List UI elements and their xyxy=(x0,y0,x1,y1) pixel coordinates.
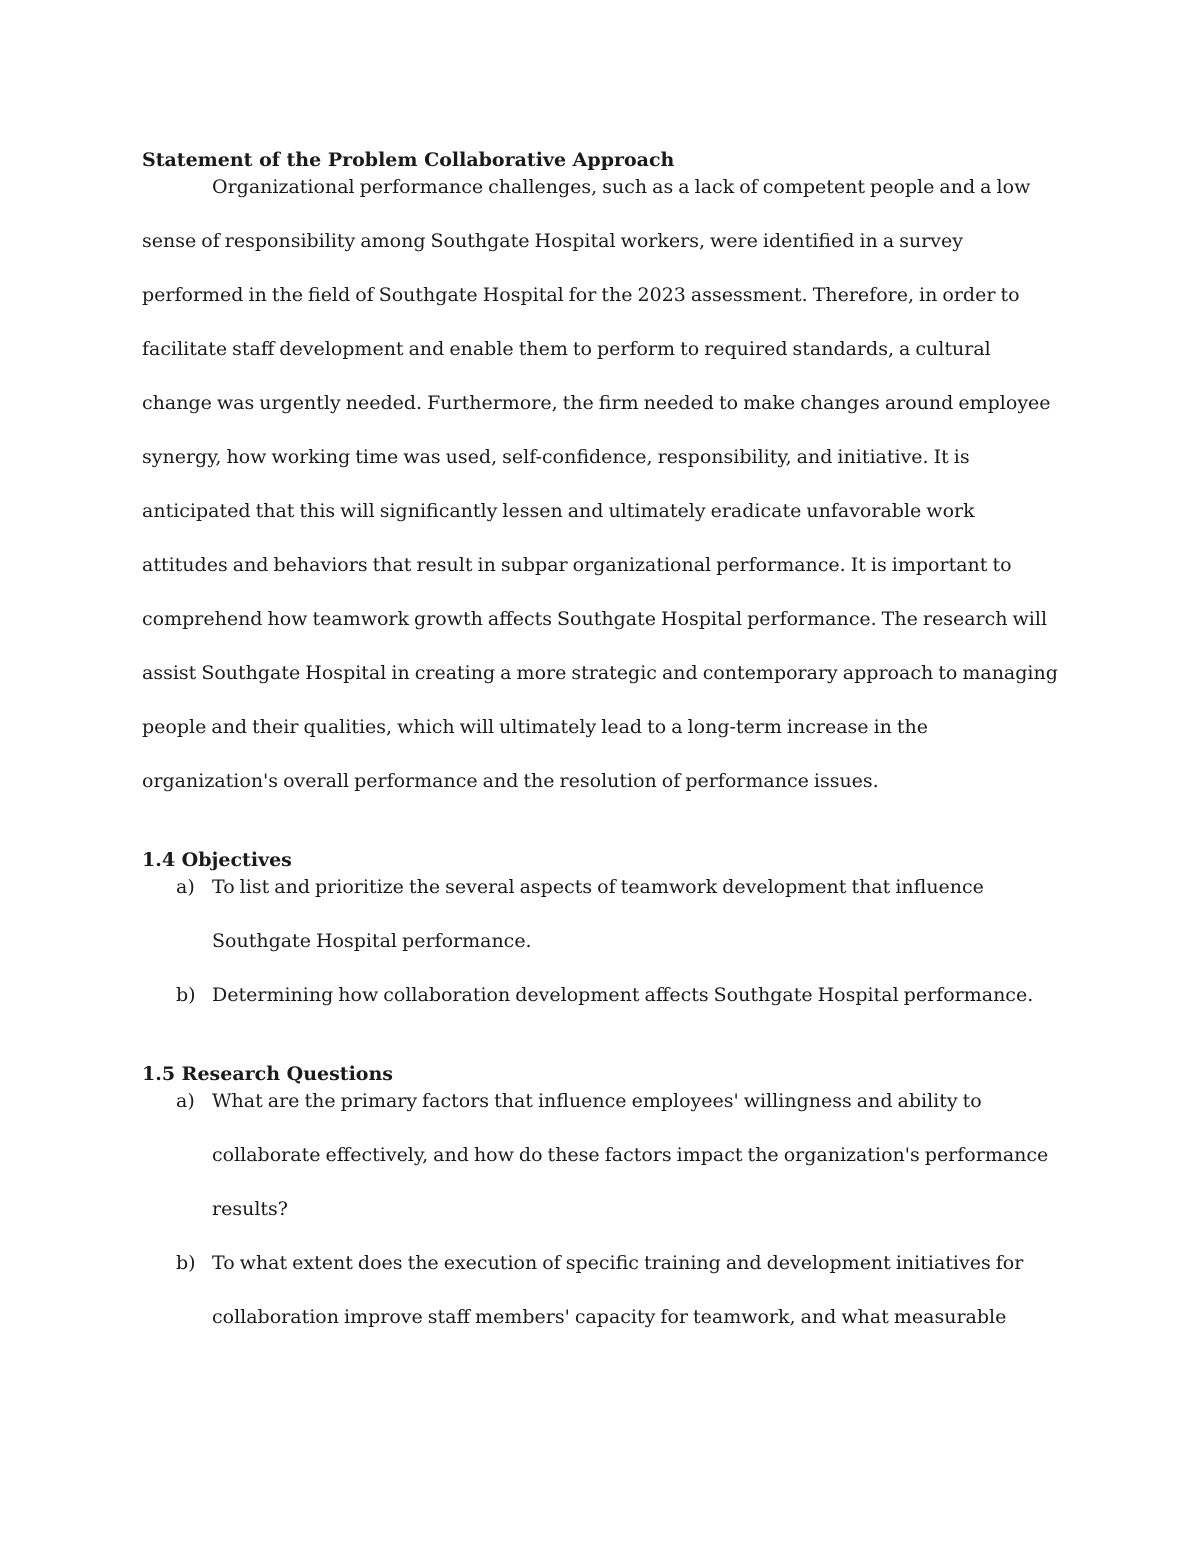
list-item-text: What are the primary factors that influence employees' willingness and ability to collaborate effectively, and how do these factors impact the organization's performance results? xyxy=(212,1090,1049,1220)
list-item-text: To list and prioritize the several aspects of teamwork development that influence Southgate Hospital performance. xyxy=(212,876,984,952)
problem-paragraph: Organizational performance challenges, such as a lack of competent people and a low sense of responsibility among Southgate Hospital workers, were identified in a survey performed in the field of Southgate Hospital for the 2023 assessment. Therefore, in order to facilitate staff development and enable them to perform to required standards, a cultural change was urgently needed. Furthermore, the firm needed to make changes around employee synergy, how working time was used, self-confidence, responsibility, and initiative. It is anticipated that this will significantly lessen and ultimately eradicate unfavorable work attitudes and behaviors that result in subpar organizational performance. It is important to comprehend how teamwork growth affects Southgate Hospital performance. The research will assist Southgate Hospital in creating a more strategic and contemporary approach to managing people and their qualities, which will ultimately lead to a long-term increase in the organization's overall performance and the resolution of performance issues. xyxy=(142,176,1058,792)
list-marker: b) xyxy=(176,1252,196,1274)
objectives-list xyxy=(142,860,1062,1022)
document-body xyxy=(142,146,1062,1344)
list-item-text: Determining how collaboration development affects Southgate Hospital performance. xyxy=(212,984,1034,1006)
list-marker: a) xyxy=(176,876,195,898)
research-questions-section xyxy=(142,1060,1062,1344)
list-item xyxy=(142,1236,1062,1344)
research-questions-list xyxy=(142,1074,1062,1344)
objectives-section xyxy=(142,846,1062,1022)
problem-heading: Statement of the Problem Collaborative Approach xyxy=(142,149,675,171)
list-marker: b) xyxy=(176,984,196,1006)
list-item-text: To what extent does the execution of specific training and development initiatives for collaboration improve staff members' capacity for teamwork, and what measurable xyxy=(212,1252,1024,1328)
objectives-heading: 1.4 Objectives xyxy=(142,849,292,871)
list-item xyxy=(142,860,1062,968)
list-item xyxy=(142,968,1062,1022)
research-questions-heading: 1.5 Research Questions xyxy=(142,1063,393,1085)
list-marker: a) xyxy=(176,1090,195,1112)
list-item xyxy=(142,1074,1062,1236)
